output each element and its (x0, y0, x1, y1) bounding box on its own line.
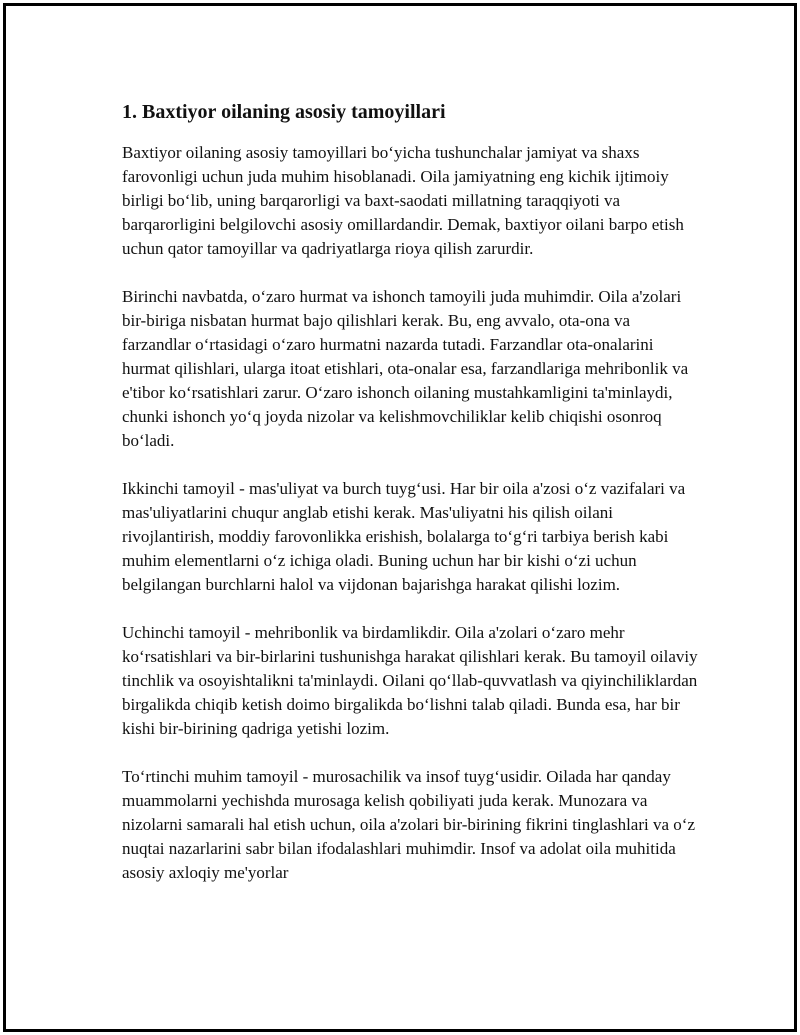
page-frame (3, 3, 797, 1032)
paragraph-intro: Baxtiyor oilaning asosiy tamoyillari bo‘yicha tushunchalar jamiyat va shaxs farovonligi uchun juda muhim hisoblanadi. Oila jamiyatning eng kichik ijtimoiy birligi bo‘lib, uning barqarorligi va baxt-saodati millatning taraqqiyoti va barqarorligini belgilovchi asosiy omillardandir. Demak, baxtiyor oilani barpo etish uchun qator tamoyillar va qadriyatlarga rioya qilish zarurdir. (122, 143, 684, 258)
paragraph-kindness-solidarity: Uchinchi tamoyil - mehribonlik va birdamlikdir. Oila a'zolari o‘zaro mehr ko‘rsatishlari va bir-birlarini tushunishga harakat qilishlari kerak. Bu tamoyil oilaviy tinchlik va osoyishtalikni ta'minlaydi. Oilani qo‘llab-quvvatlash va qiyinchiliklardan birgalikda chiqib ketish doimo birgalikda bo‘lishni talab qiladi. Bunda esa, har bir kishi bir-birining qadriga yetishi lozim. (122, 623, 698, 738)
paragraph-responsibility: Ikkinchi tamoyil - mas'uliyat va burch tuyg‘usi. Har bir oila a'zosi o‘z vazifalari va mas'uliyatlarini chuqur anglab etishi kerak. Mas'uliyatni his qilish oilani rivojlantirish, moddiy farovonlikka erishish, bolalarga to‘g‘ri tarbiya berish kabi muhim elementlarni o‘z ichiga oladi. Buning uchun har bir kishi o‘zi uchun belgilangan burchlarni halol va vijdonan bajarishga harakat qilishi lozim. (122, 479, 686, 594)
paragraph-respect-trust: Birinchi navbatda, o‘zaro hurmat va ishonch tamoyili juda muhimdir. Oila a'zolari bir-biriga nisbatan hurmat bajo qilishlari kerak. Bu, eng avvalo, ota-ona va farzandlar o‘rtasidagi o‘zaro hurmatni nazarda tutadi. Farzandlar ota-onalarini hurmat qilishlari, ularga itoat etishlari, ota-onalar esa, farzandlariga mehribonlik va e'tibor ko‘rsatishlari zarur. O‘zaro ishonch oilaning mustahkamligini ta'minlaydi, chunki ishonch yo‘q joyda nizolar va kelishmovchiliklar kelib chiqishi osonroq bo‘ladi. (122, 287, 689, 450)
section-heading: 1. Baxtiyor oilaning asosiy tamoyillari (122, 101, 446, 123)
paragraph-compromise-fairness: To‘rtinchi muhim tamoyil - murosachilik va insof tuyg‘usidir. Oilada har qanday muammolarni yechishda murosaga kelish qobiliyati juda kerak. Munozara va nizolarni samarali hal etish uchun, oila a'zolari bir-birining fikrini tinglashlari va o‘z nuqtai nazarlarini sabr bilan ifodalashlari muhimdir. Insof va adolat oila muhitida asosiy axloqiy me'yorlar (122, 767, 695, 882)
document-body (122, 98, 700, 909)
